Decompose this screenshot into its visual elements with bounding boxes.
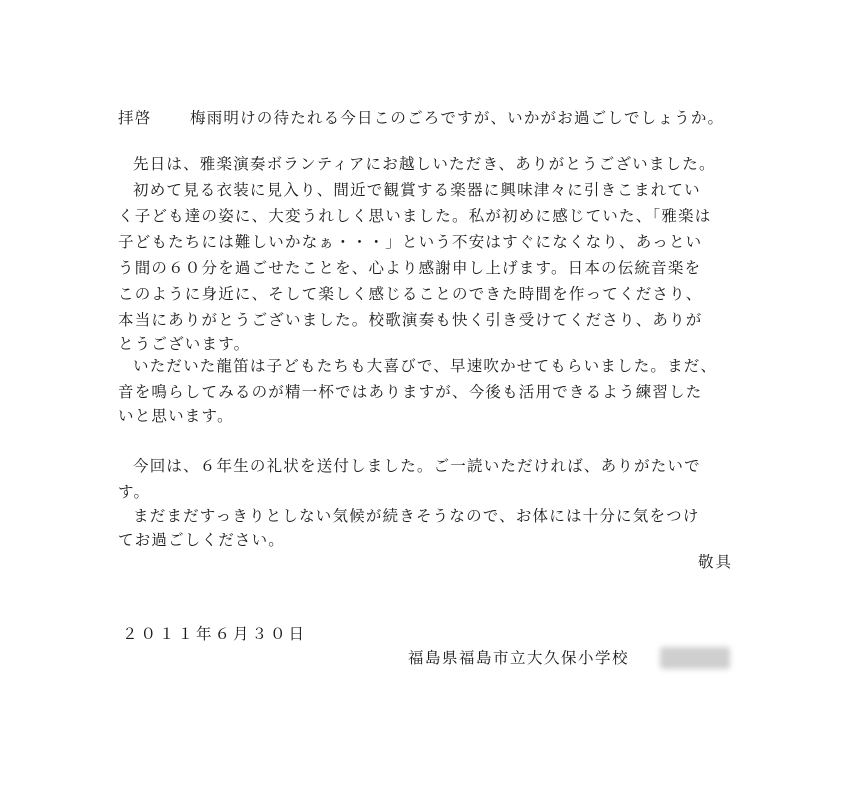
paragraph3-line: 今回は、６年生の礼状を送付しました。ご一読いただければ、ありがたいで [133, 457, 701, 475]
paragraph1-line: う間の６０分を過ごせたことを、心より感謝申し上げます。日本の伝統音楽を [118, 259, 702, 277]
paragraph1-line: 子どもたちには難しいかなぁ・・・」という不安はすぐになくなり、あっとい [118, 233, 703, 251]
paragraph1-line: 初めて見る衣装に見入り、間近で観賞する楽器に興味津々に引きこまれてい [133, 181, 701, 199]
paragraph1-line: 先日は、雅楽演奏ボランティアにお越しいただき、ありがとうございました。 [133, 155, 716, 173]
paragraph1-line: 本当にありがとうございました。校歌演奏も快く引き受けてくださり、ありが [118, 311, 703, 329]
paragraph1-line: このように身近に、そして楽しく感じることのできた時間を作ってくださり、 [118, 285, 703, 303]
paragraph2-line: いと思います。 [118, 407, 234, 425]
closing-word: 敬具 [697, 553, 733, 571]
paragraph1-line: とうございます。 [118, 335, 251, 353]
paragraph2-line: 音を鳴らしてみるのが精一杯ではありますが、今後も活用できるよう練習した [118, 383, 703, 401]
letter-date: ２０１１年６月３０日 [122, 625, 308, 643]
paragraph3-line: す。 [118, 483, 151, 501]
sender-school: 福島県福島市立大久保小学校 [408, 649, 630, 667]
paragraph2-line: いただいた龍笛は子どもたちも大喜びで、早速吹かせてもらいました。まだ、 [133, 357, 718, 375]
opening-greeting: 梅雨明けの待たれる今日このごろですが、いかがお過ごしでしょうか。 [190, 109, 725, 127]
paragraph4-line: まだまだすっきりとしない気候が続きそうなので、お体には十分に気をつけ [133, 507, 700, 525]
paragraph4-line: てお過ごしください。 [118, 531, 286, 549]
paragraph1-line: く子ども達の姿に、大変うれしく思いました。私が初めに感じていた、「雅楽は [118, 207, 712, 225]
opening-salutation: 拝啓 [118, 109, 152, 127]
redacted-name [660, 647, 730, 669]
